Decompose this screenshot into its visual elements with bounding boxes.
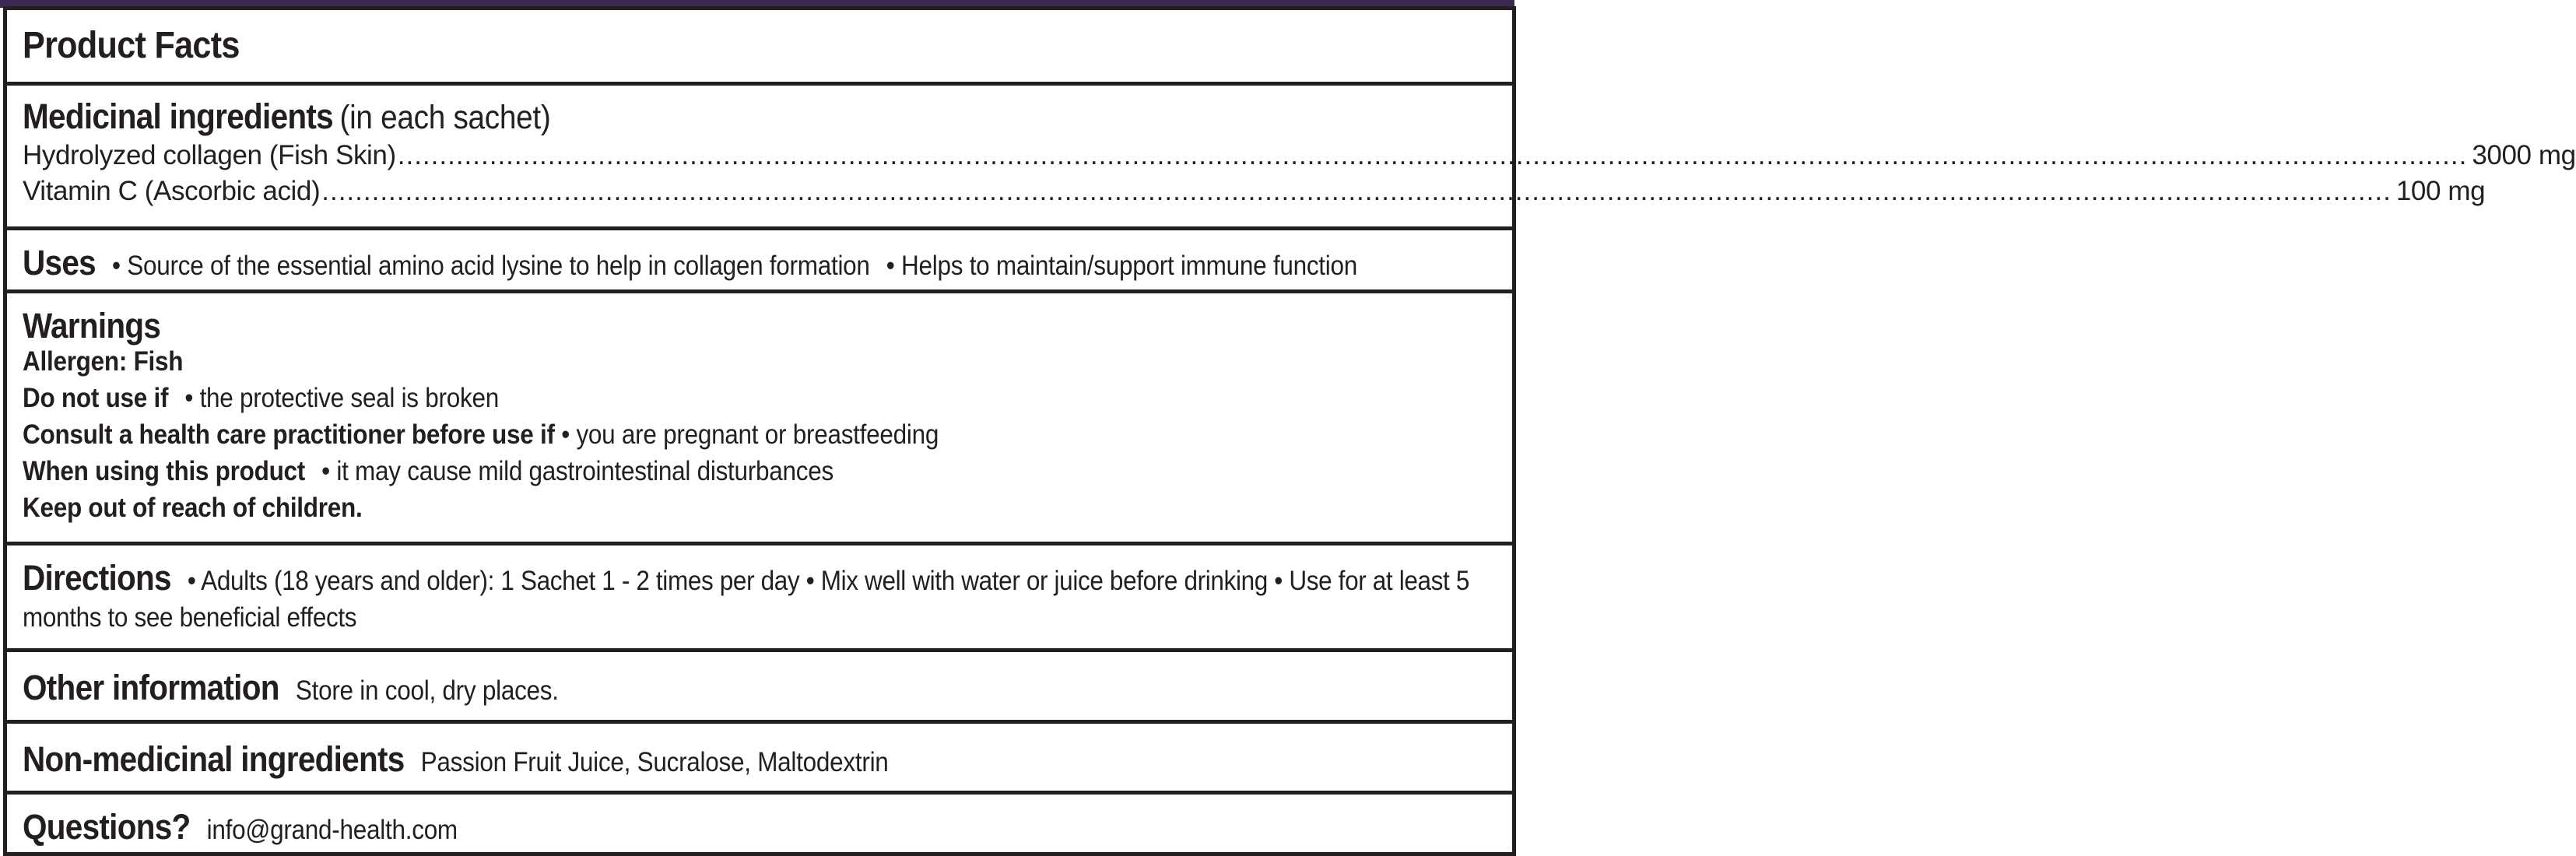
medicinal-ingredients-section — [7, 82, 2576, 226]
other-information-heading: Other information — [23, 668, 279, 707]
non-medicinal-text: Passion Fruit Juice, Sucralose, Maltodextrin — [420, 747, 889, 777]
consult-label: Consult a health care practitioner before use if — [23, 419, 555, 450]
page-title: Product Facts — [23, 25, 240, 66]
directions-section — [7, 542, 1512, 648]
questions-section — [7, 791, 1512, 852]
consult-line — [23, 419, 1343, 456]
medicinal-ingredients-heading-row — [23, 96, 1343, 140]
do-not-use-line — [23, 383, 1343, 419]
product-facts-panel — [3, 6, 2576, 856]
when-using-line — [23, 456, 1343, 493]
when-using-text: • it may cause mild gastrointestinal disturbances — [321, 456, 834, 486]
leader-dots: ........................................................................................................................................................................................................................................................ — [321, 176, 2392, 206]
questions-heading: Questions? — [23, 807, 191, 847]
ingredient-name: Hydrolyzed collagen (Fish Skin) — [23, 140, 396, 170]
uses-heading: Uses — [23, 243, 96, 282]
ingredient-amount: 3000 mg — [2472, 140, 2576, 170]
leader-dots: ........................................................................................................................................................................................................................................................ — [397, 140, 2468, 170]
do-not-use-text: • the protective seal is broken — [184, 383, 499, 413]
allergen-line: Allergen: Fish — [23, 346, 184, 377]
questions-row — [23, 807, 1343, 847]
non-medicinal-ingredients-section — [7, 720, 1512, 791]
title-section — [7, 10, 1512, 82]
medicinal-ingredients-heading: Medicinal ingredients — [23, 96, 333, 136]
warnings-heading: Warnings — [23, 306, 161, 346]
non-medicinal-heading: Non-medicinal ingredients — [23, 739, 405, 779]
medicinal-ingredients-subheading: (in each sachet) — [339, 99, 551, 136]
other-information-text: Store in cool, dry places. — [295, 675, 559, 706]
other-information-row — [23, 668, 1343, 708]
other-information-section — [7, 648, 1512, 720]
uses-section — [7, 226, 1512, 289]
ingredient-name: Vitamin C (Ascorbic acid) — [23, 176, 321, 206]
uses-row — [23, 243, 1358, 283]
keep-out-line: Keep out of reach of children. — [23, 493, 363, 523]
ingredient-amount: 100 mg — [2395, 176, 2486, 206]
uses-bullet: • Source of the essential amino acid lysine to help in collagen formation — [112, 251, 870, 281]
non-medicinal-row — [23, 739, 1343, 780]
warnings-section — [7, 289, 1512, 542]
consult-text: • you are pregnant or breastfeeding — [561, 419, 939, 450]
ingredient-row — [23, 176, 2486, 212]
uses-bullet: • Helps to maintain/support immune function — [886, 251, 1358, 281]
directions-text: • Adults (18 years and older): 1 Sachet 1 - 2 times per day • Mix well with water or juice before drinking • Use for at least 5 months to see beneficial effects — [23, 566, 1469, 633]
when-using-label: When using this product — [23, 456, 306, 486]
directions-text-block — [23, 560, 1479, 636]
ingredient-row — [23, 140, 2576, 176]
questions-email: info@grand-health.com — [206, 815, 458, 845]
do-not-use-label: Do not use if — [23, 383, 169, 413]
warnings-heading-row — [23, 306, 1343, 346]
directions-heading: Directions — [23, 558, 171, 598]
